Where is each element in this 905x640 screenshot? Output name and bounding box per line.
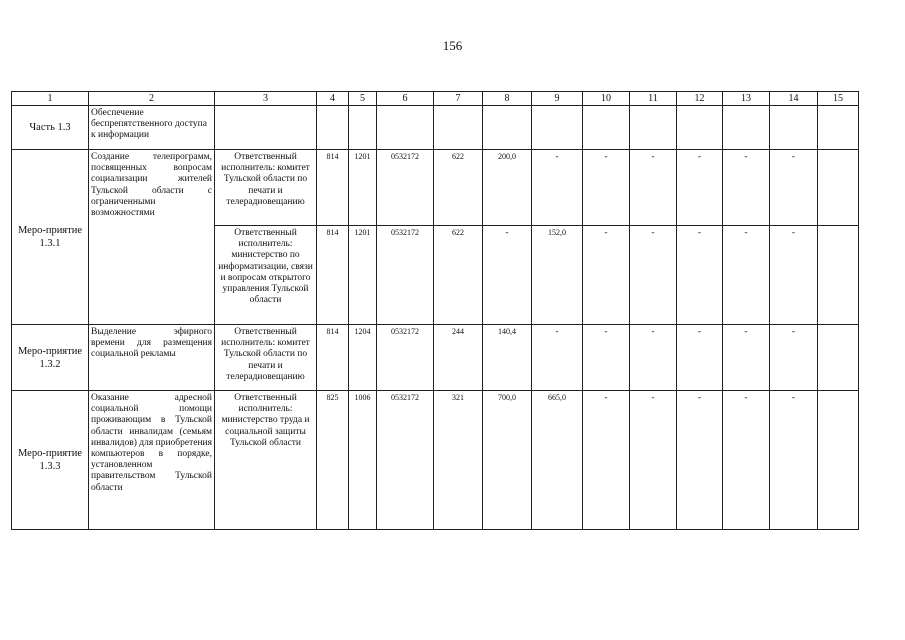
cell-c4: 814 <box>317 226 349 325</box>
cell-c11: - <box>630 150 677 226</box>
cell-c5: 1201 <box>349 226 377 325</box>
header-cell: 9 <box>532 92 583 106</box>
cell-c6: 0532172 <box>377 150 434 226</box>
cell-c13: - <box>723 150 770 226</box>
cell-c9: 152,0 <box>532 226 583 325</box>
measure-label: Меро-приятие 1.3.2 <box>12 325 89 391</box>
responsible-cell: Ответственный исполнитель: комитет Тульской области по печати и телерадиовещанию <box>215 325 317 391</box>
measure-label: Меро-приятие 1.3.3 <box>12 391 89 530</box>
responsible-cell: Ответственный исполнитель: министерство по информатизации, связи и вопросам открытого управления Тульской области <box>215 226 317 325</box>
part-row <box>12 106 859 150</box>
cell-c10: - <box>583 150 630 226</box>
cell-c4: 825 <box>317 391 349 530</box>
cell-c9: - <box>532 325 583 391</box>
cell-c13: - <box>723 391 770 530</box>
table-row <box>12 150 859 226</box>
measure-name: Выделение эфирного времени для размещения социальной рекламы <box>89 325 215 391</box>
header-cell: 6 <box>377 92 434 106</box>
cell-c14: - <box>770 391 818 530</box>
cell-c11: - <box>630 226 677 325</box>
cell-c12: - <box>677 391 723 530</box>
page-number: 156 <box>442 38 463 53</box>
header-cell: 10 <box>583 92 630 106</box>
cell-c5: 1006 <box>349 391 377 530</box>
header-cell: 13 <box>723 92 770 106</box>
header-row <box>12 92 859 106</box>
header-cell: 3 <box>215 92 317 106</box>
header-cell: 15 <box>818 92 859 106</box>
cell-c15 <box>818 150 859 226</box>
cell-c11: - <box>630 391 677 530</box>
cell-c6: 0532172 <box>377 325 434 391</box>
cell-c15 <box>818 325 859 391</box>
table-row <box>12 391 859 530</box>
cell-c5: 1201 <box>349 150 377 226</box>
measure-label: Меро-приятие 1.3.1 <box>12 150 89 325</box>
header-cell: 1 <box>12 92 89 106</box>
cell-c13: - <box>723 325 770 391</box>
table-row <box>12 325 859 391</box>
cell-c12: - <box>677 226 723 325</box>
responsible-cell: Ответственный исполнитель: комитет Тульской области по печати и телерадиовещанию <box>215 150 317 226</box>
cell-c11: - <box>630 325 677 391</box>
cell-c10: - <box>583 325 630 391</box>
header-cell: 12 <box>677 92 723 106</box>
cell-c8: 140,4 <box>483 325 532 391</box>
cell-c4: 814 <box>317 150 349 226</box>
responsible-cell: Ответственный исполнитель: министерство труда и социальной защиты Тульской области <box>215 391 317 530</box>
header-cell: 7 <box>434 92 483 106</box>
cell-c7: 321 <box>434 391 483 530</box>
cell-c6: 0532172 <box>377 226 434 325</box>
cell-c5: 1204 <box>349 325 377 391</box>
measure-name: Оказание адресной социальной помощи проживающим в Тульской области инвалидам (семьям инвалидов) для приобретения компьютеров в порядке, установленном правительством Тульской области <box>89 391 215 530</box>
header-cell: 5 <box>349 92 377 106</box>
cell-c9: 665,0 <box>532 391 583 530</box>
cell-c15 <box>818 226 859 325</box>
header-cell: 4 <box>317 92 349 106</box>
cell-c8: - <box>483 226 532 325</box>
header-cell: 2 <box>89 92 215 106</box>
cell-c14: - <box>770 325 818 391</box>
header-cell: 11 <box>630 92 677 106</box>
cell-c10: - <box>583 391 630 530</box>
cell-c7: 622 <box>434 150 483 226</box>
cell-c7: 622 <box>434 226 483 325</box>
cell-c8: 700,0 <box>483 391 532 530</box>
cell-c13: - <box>723 226 770 325</box>
part-label: Часть 1.3 <box>12 106 89 150</box>
part-name: Обеспечение беспрепятственного доступа к информации <box>89 106 215 150</box>
cell-c14: - <box>770 150 818 226</box>
cell-c14: - <box>770 226 818 325</box>
cell-c8: 200,0 <box>483 150 532 226</box>
cell-c9: - <box>532 150 583 226</box>
cell-c7: 244 <box>434 325 483 391</box>
cell-c15 <box>818 391 859 530</box>
cell-c4: 814 <box>317 325 349 391</box>
cell-c12: - <box>677 150 723 226</box>
cell-c6: 0532172 <box>377 391 434 530</box>
budget-table <box>11 91 859 530</box>
header-cell: 8 <box>483 92 532 106</box>
measure-name: Создание телепрограмм, посвященных вопросам социализации жителей Тульской области с ограниченными возможностями <box>89 150 215 325</box>
header-cell: 14 <box>770 92 818 106</box>
cell-c12: - <box>677 325 723 391</box>
cell-c10: - <box>583 226 630 325</box>
